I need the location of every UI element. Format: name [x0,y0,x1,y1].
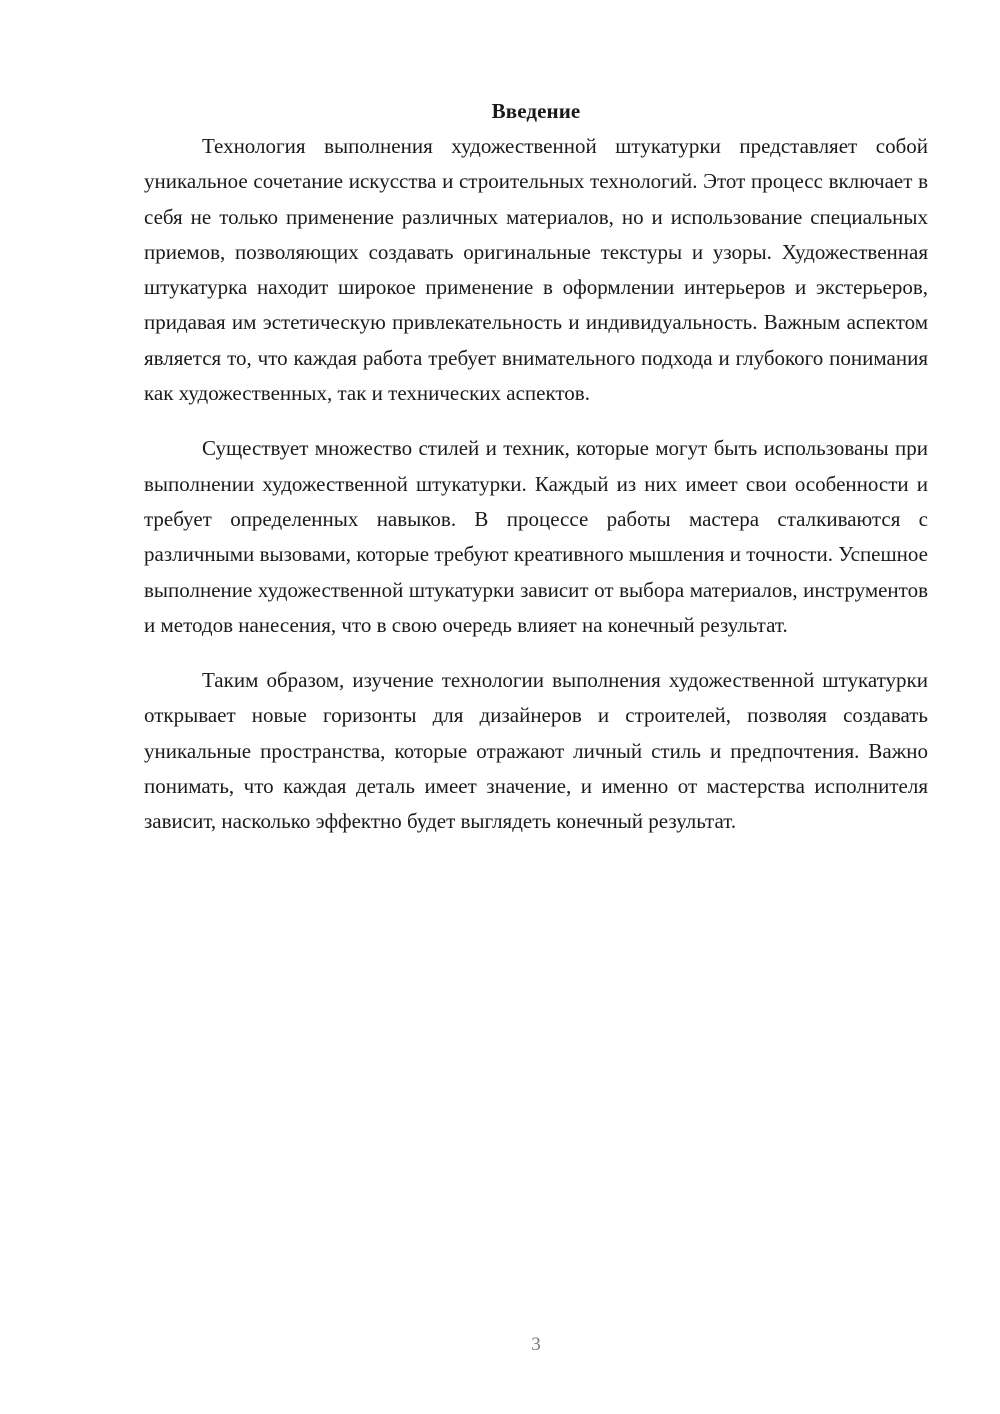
paragraph-2: Существует множество стилей и техник, которые могут быть использованы при выполнении художественной штукатурки. Каждый из них имеет свои особенности и требует определенных навыков. В процессе работы мастера сталкиваются с различными вызовами, которые требуют креативного мышления и точности. Успешное выполнение художественной штукатурки зависит от выбора материалов, инструментов и методов нанесения, что в свою очередь влияет на конечный результат. [144,436,928,637]
paragraph-1: Технология выполнения художественной штукатурки представляет собой уникальное сочетание искусства и строительных технологий. Этот процесс включает в себя не только применение различных материалов, но и использование специальных приемов, позволяющих создавать оригинальные текстуры и узоры. Художественная штукатурка находит широкое применение в оформлении интерьеров и экстерьеров, придавая им эстетическую привлекательность и индивидуальность. Важным аспектом является то, что каждая работа требует внимательного подхода и глубокого понимания как художественных, так и технических аспектов. [144,134,928,406]
section-heading: Введение [491,99,581,123]
page-content [144,96,928,860]
paragraph-3: Таким образом, изучение технологии выполнения художественной штукатурки открывает новые горизонты для дизайнеров и строителей, позволяя создавать уникальные пространства, которые отражают личный стиль и предпочтения. Важно понимать, что каждая деталь имеет значение, и именно от мастерства исполнителя зависит, насколько эффектно будет выглядеть конечный результат. [144,668,928,834]
page-number: 3 [531,1334,541,1355]
